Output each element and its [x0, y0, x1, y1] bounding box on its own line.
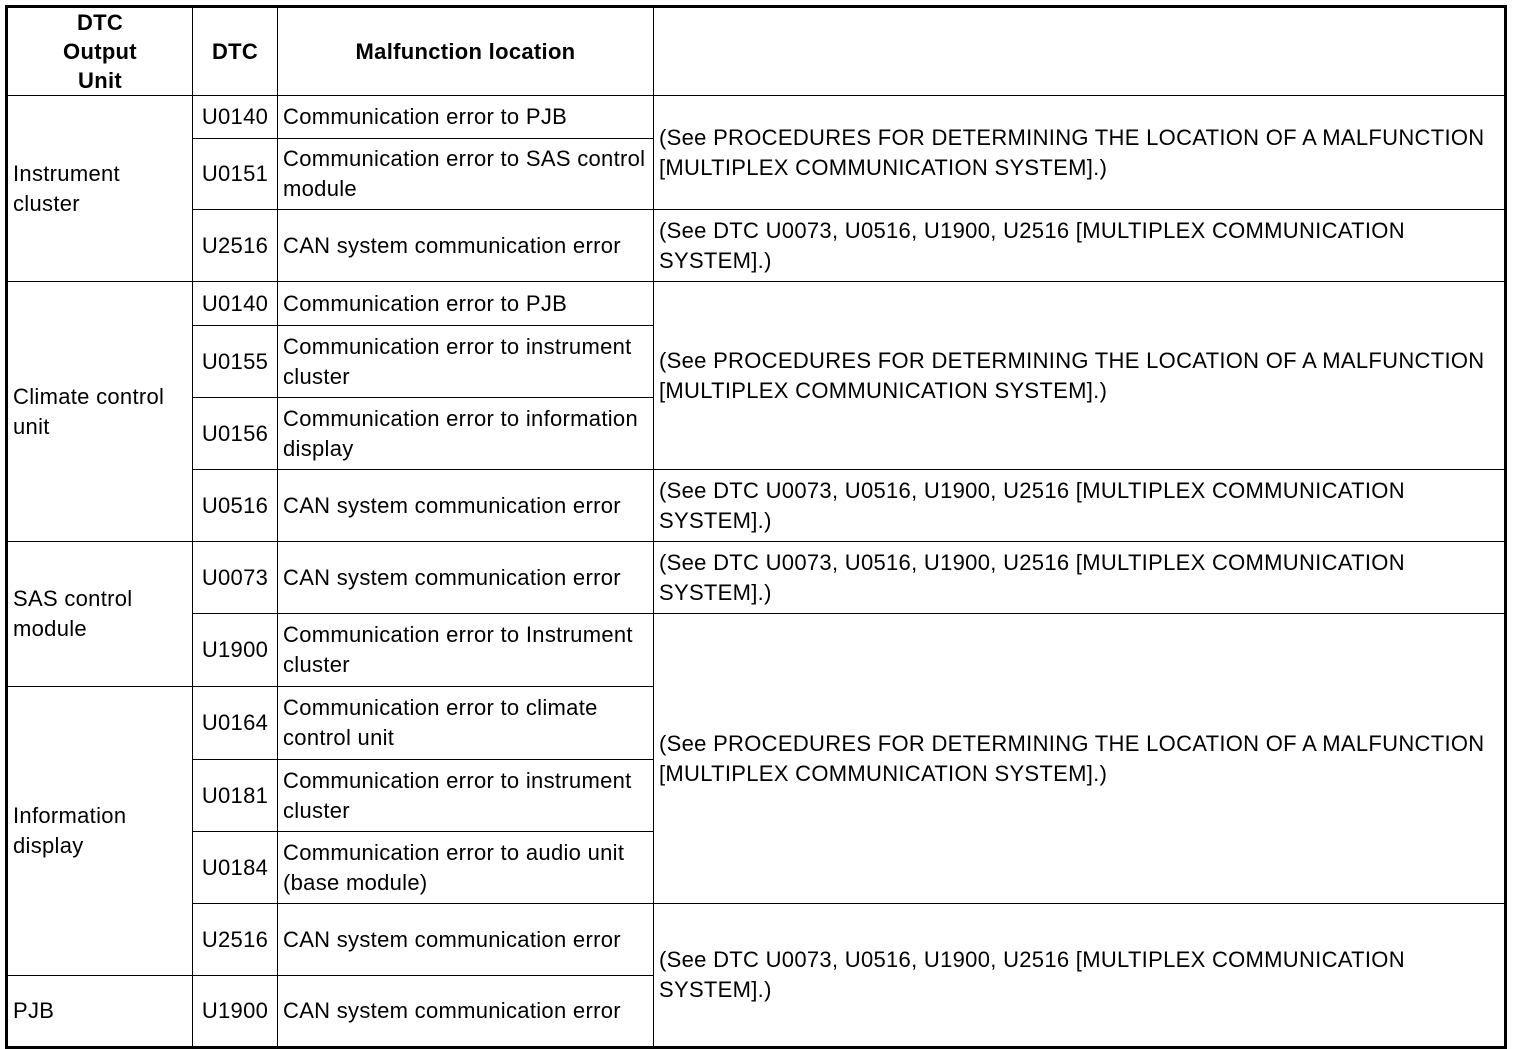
- malfunction-location: Communication error to audio unit (base module): [278, 832, 654, 904]
- reference-note: (See PROCEDURES FOR DETERMINING THE LOCATION OF A MALFUNCTION [MULTIPLEX COMMUNICATION SYSTEM].): [654, 614, 1506, 904]
- dtc-code: U2516: [193, 210, 278, 282]
- table-row: [7, 470, 1506, 542]
- malfunction-location: Communication error to PJB: [278, 96, 654, 139]
- header-dtc: DTC: [193, 7, 278, 96]
- malfunction-location: Communication error to SAS control module: [278, 139, 654, 210]
- header-unit: DTC Output Unit: [7, 7, 193, 96]
- dtc-output-unit: Information display: [7, 687, 193, 976]
- malfunction-location: CAN system communication error: [278, 210, 654, 282]
- dtc-code: U0164: [193, 687, 278, 760]
- reference-note: (See DTC U0073, U0516, U1900, U2516 [MULTIPLEX COMMUNICATION SYSTEM].): [654, 470, 1506, 542]
- dtc-code: U0184: [193, 832, 278, 904]
- dtc-output-unit: Instrument cluster: [7, 96, 193, 282]
- dtc-output-unit: Climate control unit: [7, 282, 193, 542]
- dtc-code: U2516: [193, 904, 278, 976]
- malfunction-location: Communication error to instrument cluster: [278, 760, 654, 832]
- header-row: [7, 7, 1506, 96]
- malfunction-location: Communication error to PJB: [278, 282, 654, 326]
- malfunction-location: Communication error to information display: [278, 398, 654, 470]
- dtc-code: U0140: [193, 282, 278, 326]
- reference-note: (See PROCEDURES FOR DETERMINING THE LOCATION OF A MALFUNCTION [MULTIPLEX COMMUNICATION SYSTEM].): [654, 96, 1506, 210]
- header-note: [654, 7, 1506, 96]
- reference-note: (See DTC U0073, U0516, U1900, U2516 [MULTIPLEX COMMUNICATION SYSTEM].): [654, 542, 1506, 614]
- dtc-code: U0156: [193, 398, 278, 470]
- dtc-output-unit: PJB: [7, 976, 193, 1048]
- table-row: [7, 542, 1506, 614]
- dtc-code: U0073: [193, 542, 278, 614]
- dtc-code: U0155: [193, 326, 278, 398]
- dtc-output-unit: SAS control module: [7, 542, 193, 687]
- table-row: [7, 96, 1506, 139]
- table-row: [7, 282, 1506, 326]
- malfunction-location: Communication error to instrument cluster: [278, 326, 654, 398]
- malfunction-location: CAN system communication error: [278, 904, 654, 976]
- reference-note: (See DTC U0073, U0516, U1900, U2516 [MULTIPLEX COMMUNICATION SYSTEM].): [654, 904, 1506, 1048]
- table-row: [7, 210, 1506, 282]
- malfunction-location: CAN system communication error: [278, 470, 654, 542]
- dtc-table: [5, 5, 1507, 1049]
- dtc-code: U0140: [193, 96, 278, 139]
- malfunction-location: Communication error to Instrument cluster: [278, 614, 654, 687]
- dtc-code: U0181: [193, 760, 278, 832]
- malfunction-location: Communication error to climate control unit: [278, 687, 654, 760]
- table-row: [7, 614, 1506, 687]
- malfunction-location: CAN system communication error: [278, 542, 654, 614]
- dtc-code: U0151: [193, 139, 278, 210]
- reference-note: (See DTC U0073, U0516, U1900, U2516 [MULTIPLEX COMMUNICATION SYSTEM].): [654, 210, 1506, 282]
- header-location: Malfunction location: [278, 7, 654, 96]
- dtc-code: U1900: [193, 614, 278, 687]
- table-row: [7, 904, 1506, 976]
- dtc-code: U0516: [193, 470, 278, 542]
- reference-note: (See PROCEDURES FOR DETERMINING THE LOCATION OF A MALFUNCTION [MULTIPLEX COMMUNICATION SYSTEM].): [654, 282, 1506, 470]
- malfunction-location: CAN system communication error: [278, 976, 654, 1048]
- dtc-code: U1900: [193, 976, 278, 1048]
- table-body: [7, 96, 1506, 1048]
